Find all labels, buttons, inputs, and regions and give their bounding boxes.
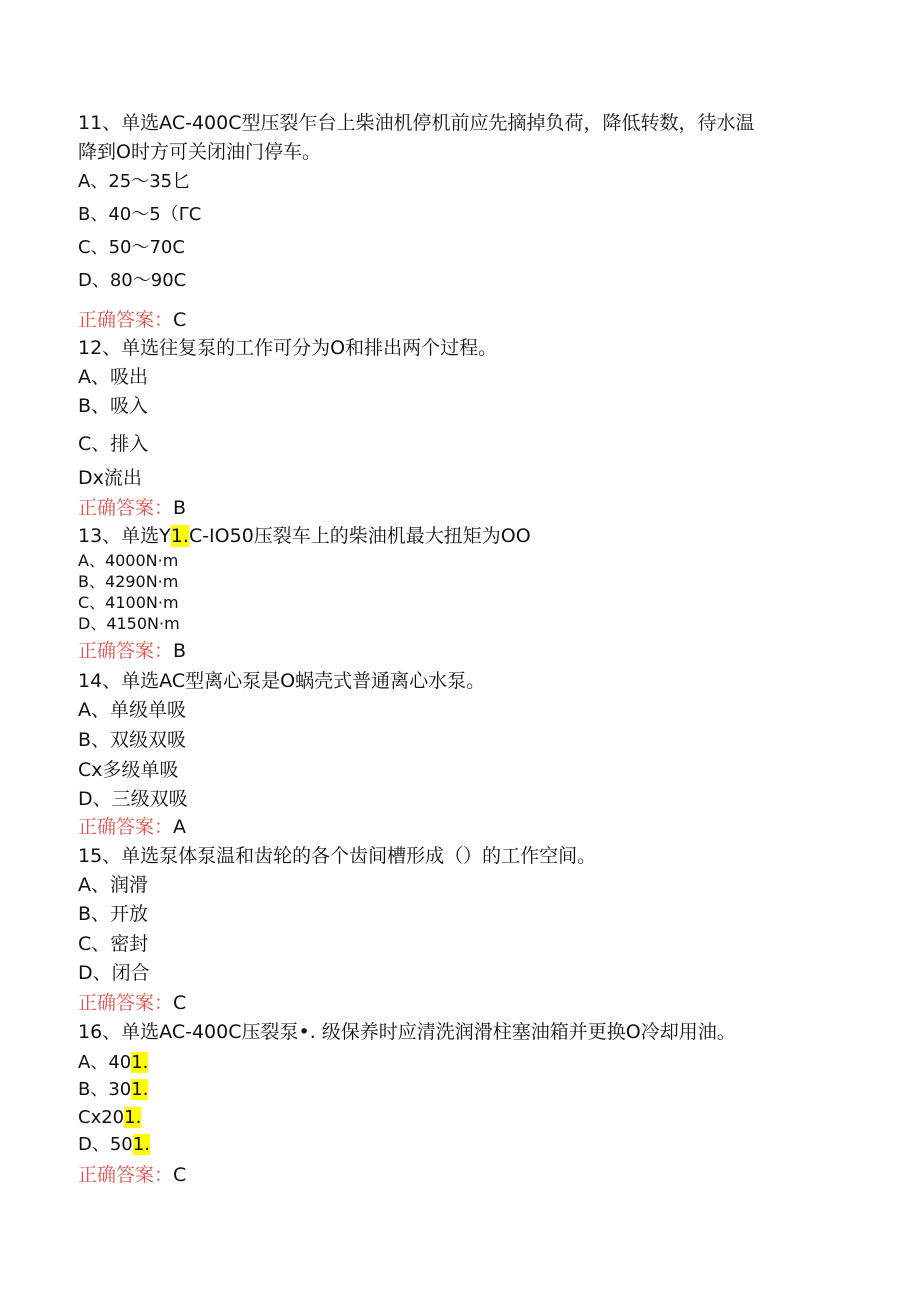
question-12-option-d: Dx流出 (78, 467, 142, 489)
question-14-option-c: Cx多级单吸 (78, 759, 179, 781)
question-11-option-b: B、40～5（ΓC (78, 204, 202, 225)
question-11-option-c: C、50～70C (78, 237, 185, 258)
question-13-stem (78, 523, 531, 549)
question-16-option-b (78, 1077, 148, 1103)
answer-value: A (173, 816, 187, 838)
question-13-option-c: C、4100N·m (78, 593, 179, 612)
question-16-option-c (78, 1105, 141, 1131)
question-13-answer (78, 638, 186, 664)
answer-label: 正确答案： (78, 640, 174, 662)
answer-value: B (173, 640, 187, 662)
question-12-option-a: A、吸出 (78, 366, 148, 388)
question-12-answer (78, 495, 186, 521)
question-15-option-b: B、开放 (78, 903, 149, 925)
question-16-answer (78, 1162, 186, 1188)
question-11-stem-line-1: 11、单选AC-400C型压裂乍台上柴油机停机前应先摘掉负荷，降低转数，待水温 (78, 112, 755, 134)
option-text: Cx20 (78, 1107, 125, 1128)
question-13-option-d: D、4150N·m (78, 614, 180, 633)
question-15-option-c: C、密封 (78, 933, 149, 955)
question-11-answer (78, 307, 186, 333)
question-14-option-d: D、三级双吸 (78, 788, 188, 810)
highlighted-text: 1. (124, 1107, 142, 1128)
answer-value: B (173, 497, 187, 519)
question-16-option-d (78, 1132, 150, 1158)
stem-text: 13、单选Y (78, 525, 171, 547)
question-16-option-a (78, 1050, 148, 1076)
option-text: A、40 (78, 1052, 132, 1073)
question-14-stem: 14、单选AC型离心泵是O蜗壳式普通离心水泵。 (78, 670, 486, 692)
answer-label: 正确答案： (78, 309, 174, 331)
answer-label: 正确答案： (78, 497, 174, 519)
highlighted-text: 1. (131, 1079, 149, 1100)
question-15-option-d: D、闭合 (78, 962, 150, 984)
question-13-option-b: B、4290N·m (78, 572, 179, 591)
answer-label: 正确答案： (78, 1164, 174, 1186)
question-11-stem-line-2: 降到O时方可关闭油门停车。 (78, 141, 321, 163)
question-15-option-a: A、润滑 (78, 874, 148, 896)
answer-label: 正确答案： (78, 816, 174, 838)
answer-value: C (173, 992, 187, 1014)
question-15-stem: 15、单选泵体泵温和齿轮的各个齿间槽形成（）的工作空间。 (78, 845, 597, 867)
question-14-option-a: A、单级单吸 (78, 699, 186, 721)
highlighted-text: 1. (132, 1134, 150, 1155)
highlighted-text: 1. (131, 1052, 149, 1073)
highlighted-text: 1. (170, 525, 189, 547)
question-11-option-d: D、80～90C (78, 270, 187, 291)
answer-value: C (173, 1164, 187, 1186)
option-text: B、30 (78, 1079, 132, 1100)
question-14-answer (78, 814, 186, 840)
question-12-option-b: B、吸入 (78, 395, 149, 417)
question-16-stem: 16、单选AC-400C压裂泵•. 级保养时应清洗润滑柱塞油箱并更换O冷却用油。 (78, 1021, 736, 1043)
stem-text: C-IO50压裂车上的柴油机最大扭矩为OO (188, 525, 531, 547)
answer-label: 正确答案： (78, 992, 174, 1014)
answer-value: C (173, 309, 187, 331)
question-11-option-a: A、25～35匕 (78, 171, 191, 192)
question-12-stem: 12、单选往复泵的工作可分为O和排出两个过程。 (78, 337, 498, 359)
question-14-option-b: B、双级双吸 (78, 729, 187, 751)
question-15-answer (78, 990, 186, 1016)
question-13-option-a: A、4000N·m (78, 551, 179, 570)
question-12-option-c: C、排入 (78, 433, 149, 455)
option-text: D、50 (78, 1134, 133, 1155)
